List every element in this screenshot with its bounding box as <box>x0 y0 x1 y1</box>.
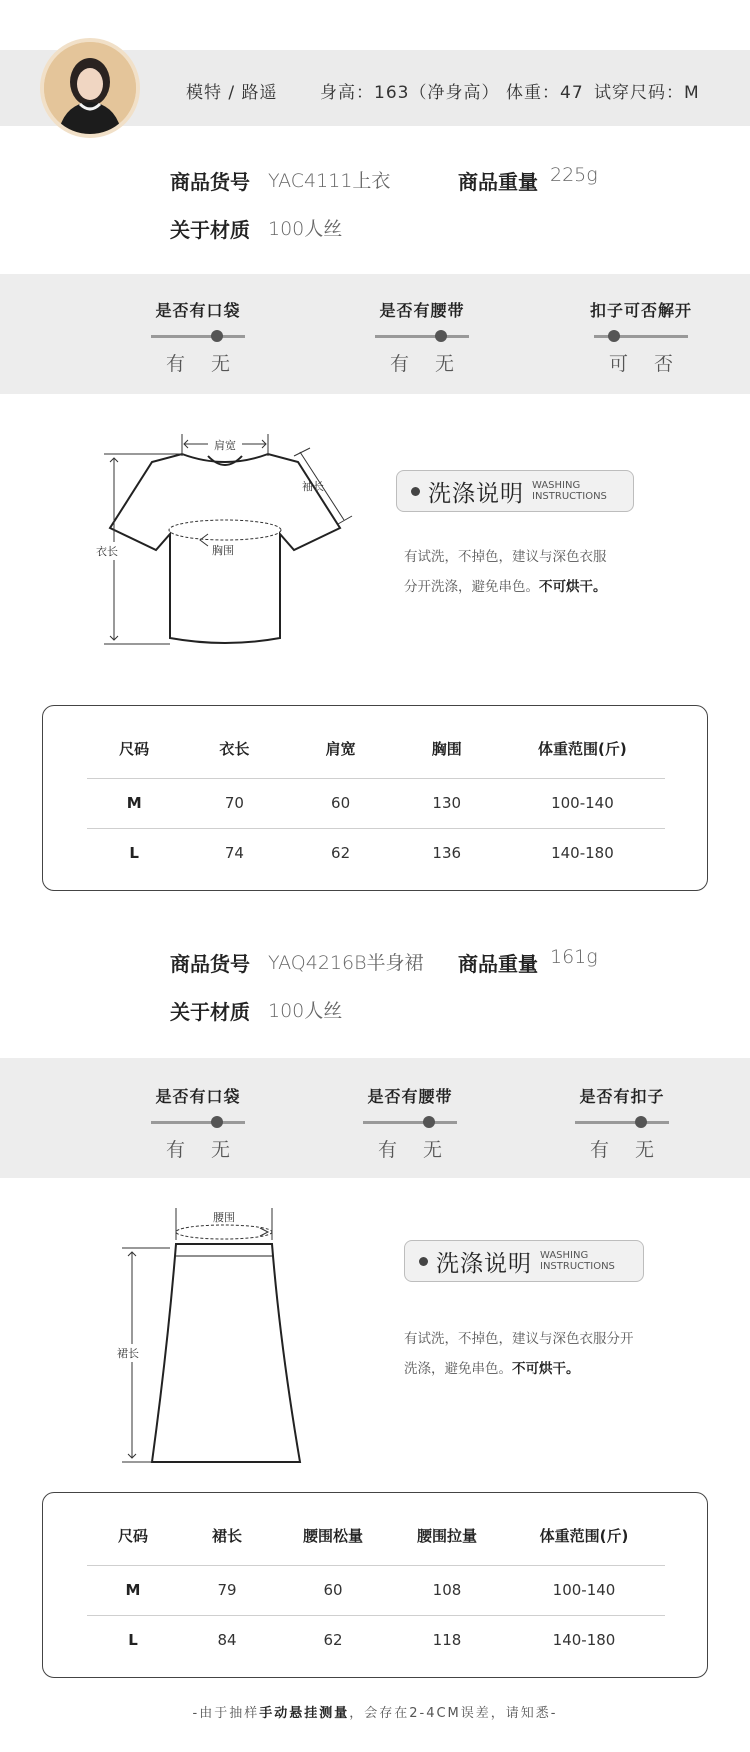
sleeve-label: 袖长 <box>302 480 324 493</box>
feature-title: 是否有扣子 <box>579 1087 665 1106</box>
table-row: L 74 62 136 140-180 <box>87 828 665 878</box>
table-row: M 79 60 108 100-140 <box>87 1565 665 1615</box>
col-header: 衣长 <box>219 740 250 759</box>
col-header: 肩宽 <box>325 740 356 759</box>
option-no: 无 <box>423 1139 443 1161</box>
skirt-garment-diagram <box>110 1204 310 1474</box>
skirt-code-value: YAQ4216B半身裙 <box>268 952 424 974</box>
table-row: L 84 62 118 140-180 <box>87 1615 665 1665</box>
skirt-code-label: 商品货号 <box>170 952 250 976</box>
col-header: 尺码 <box>119 740 150 759</box>
skirt-material-label: 关于材质 <box>170 1000 250 1024</box>
model-name: 模特 / 路遥 <box>186 83 278 103</box>
wash-title-en: WASHING INSTRUCTIONS <box>532 480 607 502</box>
feature-title: 是否有腰带 <box>367 1087 453 1106</box>
skirt-weight-value: 161g <box>550 946 598 968</box>
skirt-feature-pocket <box>128 1084 268 1162</box>
skirt-material-value: 100人丝 <box>268 1000 343 1022</box>
option-no: 无 <box>211 1139 231 1161</box>
skirt-feature-button <box>552 1084 692 1162</box>
feature-slider <box>575 1115 669 1129</box>
col-header: 裙长 <box>211 1527 242 1546</box>
model-weight: 体重：47 <box>506 83 584 103</box>
feature-slider <box>375 329 469 343</box>
skirt-size-table <box>87 1507 665 1665</box>
bullet-icon <box>419 1257 428 1266</box>
col-header: 腰围松量 <box>302 1527 363 1546</box>
top-garment-diagram <box>90 430 360 650</box>
length-label: 衣长 <box>96 545 118 558</box>
skirt-wash-text: 有试洗，不掉色，建议与深色衣服分开 洗涤，避免串色。不可烘干。 <box>404 1331 634 1377</box>
feature-title: 是否有腰带 <box>379 301 465 320</box>
top-wash-text: 有试洗，不掉色，建议与深色衣服 分开洗涤，避免串色。不可烘干。 <box>404 549 607 595</box>
feature-title: 扣子可否解开 <box>589 301 692 320</box>
option-yes: 有 <box>165 1139 185 1161</box>
skirt-feature-belt <box>340 1084 480 1162</box>
feature-slider <box>151 329 245 343</box>
feature-title: 是否有口袋 <box>155 301 241 320</box>
model-size: 试穿尺码：M <box>594 83 700 103</box>
shoulder-label: 肩宽 <box>214 439 236 452</box>
model-height: 身高：163（净身高） <box>320 83 500 103</box>
top-material-label: 关于材质 <box>170 218 250 242</box>
col-header: 体重范围(斤) <box>538 740 627 759</box>
wash-title: 洗涤说明 <box>428 480 524 507</box>
feature-slider <box>151 1115 245 1129</box>
top-size-table-box <box>42 705 708 891</box>
feature-slider <box>594 329 688 343</box>
feature-slider <box>363 1115 457 1129</box>
top-code-label: 商品货号 <box>170 170 250 194</box>
option-no: 无 <box>635 1139 655 1161</box>
col-header: 腰围拉量 <box>416 1527 477 1546</box>
option-no: 无 <box>211 353 231 375</box>
chest-label: 胸围 <box>212 544 234 557</box>
wash-title-en: WASHING INSTRUCTIONS <box>540 1250 615 1272</box>
top-size-table <box>87 720 665 878</box>
option-no: 否 <box>654 353 674 375</box>
skirt-size-table-box <box>42 1492 708 1678</box>
col-header: 尺码 <box>117 1527 148 1546</box>
measurement-note: -由于抽样手动悬挂测量，会存在2-4CM误差，请知悉- <box>192 1706 558 1721</box>
model-avatar <box>40 38 140 138</box>
skirt-wash-pill <box>404 1240 644 1282</box>
wash-title: 洗涤说明 <box>436 1250 532 1277</box>
waist-label: 腰围 <box>213 1211 235 1224</box>
skirt-weight-label: 商品重量 <box>458 952 538 976</box>
option-yes: 有 <box>589 1139 609 1161</box>
skirt-length-label: 裙长 <box>117 1347 139 1360</box>
top-weight-label: 商品重量 <box>458 170 538 194</box>
option-yes: 有 <box>377 1139 397 1161</box>
col-header: 体重范围(斤) <box>539 1527 629 1546</box>
option-yes: 有 <box>389 353 409 375</box>
option-yes: 有 <box>165 353 185 375</box>
feature-title: 是否有口袋 <box>155 1087 241 1106</box>
top-code-value: YAC4111上衣 <box>268 170 391 192</box>
top-feature-button <box>571 298 711 376</box>
top-feature-pocket <box>128 298 268 376</box>
top-wash-pill <box>396 470 634 512</box>
option-yes: 可 <box>608 353 628 375</box>
bullet-icon <box>411 487 420 496</box>
col-header: 胸围 <box>431 740 462 759</box>
top-material-value: 100人丝 <box>268 218 343 240</box>
top-feature-belt <box>352 298 492 376</box>
table-row: M 70 60 130 100-140 <box>87 778 665 828</box>
top-weight-value: 225g <box>550 164 598 186</box>
option-no: 无 <box>435 353 455 375</box>
